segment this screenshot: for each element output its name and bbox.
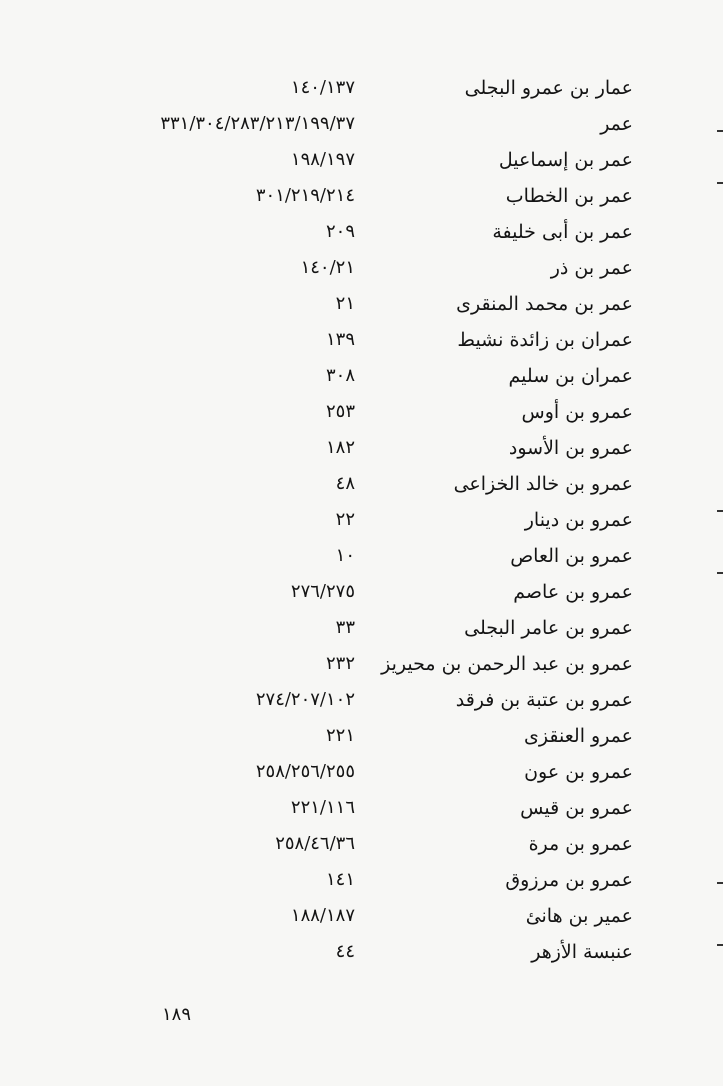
edge-mark [717, 882, 723, 884]
entry-page-refs: ٢٢١/١١٦ [290, 797, 355, 818]
edge-mark [717, 510, 723, 512]
entry-name: عمرو بن عامر البجلى [464, 617, 633, 639]
entry-name: عمرو بن مرزوق [505, 869, 633, 891]
entry-page-refs: ٢٢١ [325, 725, 355, 746]
index-entry [0, 322, 723, 358]
entry-name: عمرو بن دينار [524, 509, 633, 531]
index-entry [0, 754, 723, 790]
entry-page-refs: ٣٠١/٢١٩/٢١٤ [255, 185, 355, 206]
index-entry [0, 394, 723, 430]
entry-page-refs: ١٣٩ [325, 329, 355, 350]
entry-name: عمير بن هانئ [525, 905, 633, 927]
entry-page-refs: ١٨٢ [325, 437, 355, 458]
entry-name: عمرو بن العاص [510, 545, 633, 567]
entry-name: عمرو بن عاصم [513, 581, 633, 603]
index-entry [0, 358, 723, 394]
entry-page-refs: ٣٣١/٣٠٤/٢٨٣/٢١٣/١٩٩/٣٧ [160, 113, 355, 134]
page-number: ١٨٩ [162, 1004, 192, 1025]
entry-page-refs: ١٤١ [325, 869, 355, 890]
entry-name: عمران بن زائدة نشيط [457, 329, 633, 351]
entry-page-refs: ٣٣ [335, 617, 355, 638]
entry-page-refs: ٢٥٨/٤٦/٣٦ [275, 833, 355, 854]
entry-name: عمرو بن عتبة بن فرقد [455, 689, 633, 711]
entry-page-refs: ٢٥٨/٢٥٦/٢٥٥ [255, 761, 355, 782]
index-entry [0, 718, 723, 754]
index-entry [0, 682, 723, 718]
index-entry [0, 610, 723, 646]
index-entry [0, 574, 723, 610]
edge-mark [717, 182, 723, 184]
index-entry [0, 214, 723, 250]
entry-name: عمرو العنقزى [524, 725, 633, 747]
entry-name: عمر بن ذر [550, 257, 633, 279]
entry-name: عمار بن عمرو البجلى [464, 77, 633, 99]
name-index-list [0, 70, 723, 970]
entry-name: عمرو بن عبد الرحمن بن محيريز [381, 653, 633, 675]
entry-page-refs: ٤٤ [335, 941, 355, 962]
index-entry [0, 106, 723, 142]
entry-page-refs: ٢٧٤/٢٠٧/١٠٢ [255, 689, 355, 710]
index-entry [0, 466, 723, 502]
entry-page-refs: ٤٨ [335, 473, 355, 494]
entry-page-refs: ٢١ [335, 293, 355, 314]
entry-page-refs: ٢٠٩ [325, 221, 355, 242]
entry-name: عمر بن إسماعيل [498, 149, 633, 171]
index-entry [0, 178, 723, 214]
entry-page-refs: ٣٠٨ [325, 365, 355, 386]
entry-page-refs: ٢٥٣ [325, 401, 355, 422]
entry-page-refs: ٢٧٦/٢٧٥ [290, 581, 355, 602]
entry-page-refs: ٢٢ [335, 509, 355, 530]
index-entry [0, 862, 723, 898]
index-entry [0, 502, 723, 538]
entry-name: عمران بن سليم [508, 365, 633, 387]
entry-page-refs: ١٤٠/٢١ [300, 257, 355, 278]
entry-name: عمر بن محمد المنقرى [456, 293, 633, 315]
index-entry [0, 898, 723, 934]
entry-page-refs: ١٤٠/١٣٧ [290, 77, 355, 98]
index-entry [0, 286, 723, 322]
entry-page-refs: ١٩٨/١٩٧ [290, 149, 355, 170]
edge-mark [717, 130, 723, 132]
index-entry [0, 70, 723, 106]
index-entry [0, 646, 723, 682]
index-entry [0, 538, 723, 574]
index-entry [0, 250, 723, 286]
entry-page-refs: ١٠ [335, 545, 355, 566]
index-entry [0, 826, 723, 862]
entry-name: عنبسة الأزهر [531, 941, 633, 963]
entry-name: عمر [600, 113, 633, 135]
edge-mark [717, 944, 723, 946]
index-entry [0, 790, 723, 826]
entry-name: عمرو بن أوس [521, 401, 633, 423]
index-entry [0, 934, 723, 970]
entry-name: عمرو بن خالد الخزاعى [453, 473, 633, 495]
entry-name: عمرو بن قيس [520, 797, 633, 819]
entry-name: عمر بن الخطاب [505, 185, 633, 207]
entry-name: عمر بن أبى خليفة [492, 221, 633, 243]
index-entry [0, 142, 723, 178]
entry-name: عمرو بن مرة [528, 833, 633, 855]
entry-page-refs: ١٨٨/١٨٧ [290, 905, 355, 926]
index-entry [0, 430, 723, 466]
entry-name: عمرو بن عون [524, 761, 633, 783]
entry-name: عمرو بن الأسود [508, 437, 633, 459]
edge-mark [717, 572, 723, 574]
entry-page-refs: ٢٣٢ [325, 653, 355, 674]
